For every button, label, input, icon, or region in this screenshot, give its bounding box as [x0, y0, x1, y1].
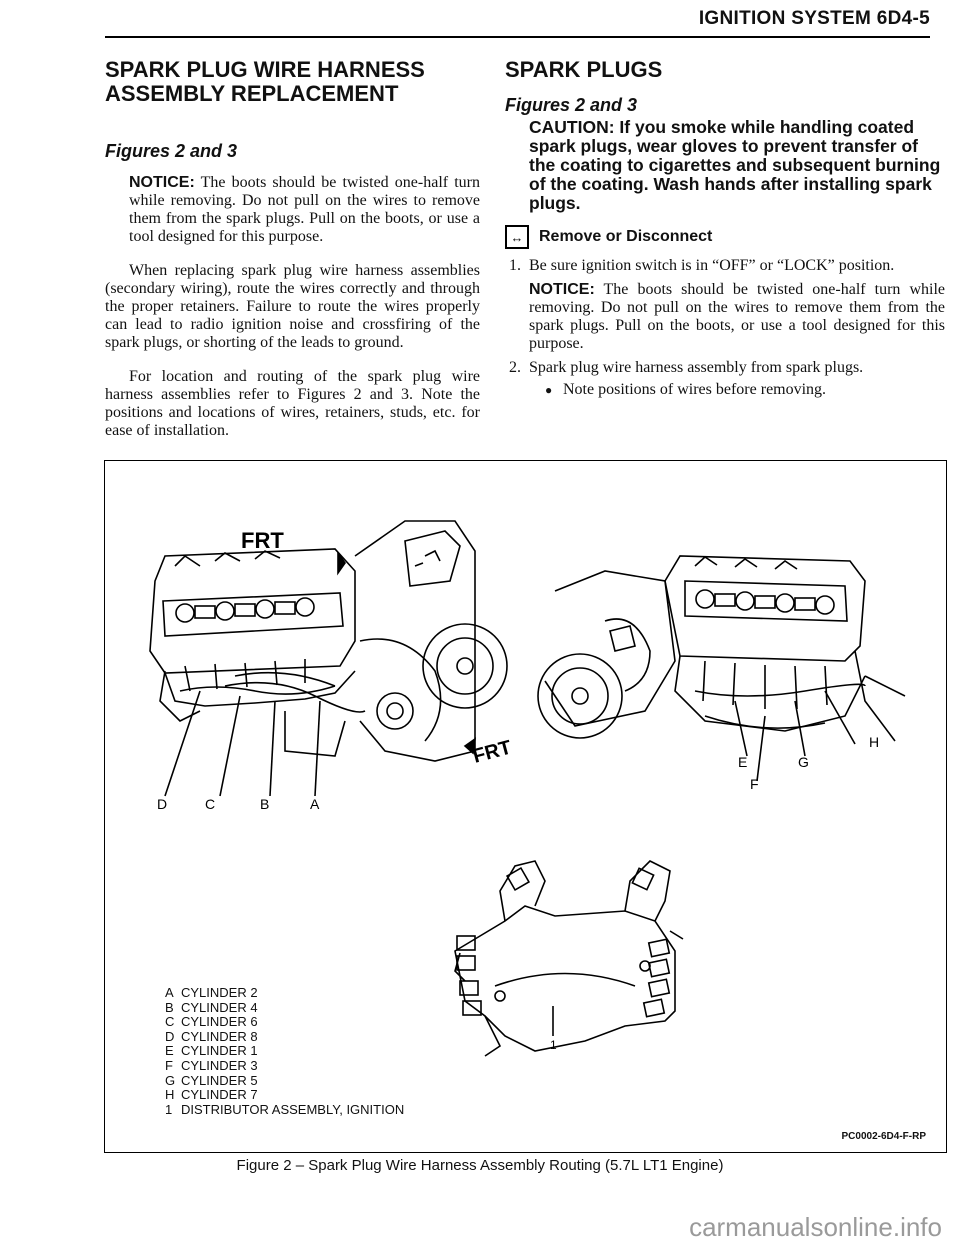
remove-disconnect-label: Remove or Disconnect — [539, 228, 713, 245]
label-h: H — [869, 734, 880, 750]
step-number: 2. — [509, 359, 521, 376]
notice-label: NOTICE: — [129, 174, 195, 191]
page-header — [105, 0, 930, 38]
label-d: D — [157, 796, 168, 812]
caution-text: CAUTION: If you smoke while handling coated spark plugs, wear gloves to prevent transfer of the coating to cigarettes and subsequent burning of the coating. Wash hands after installing spark plugs. — [529, 117, 941, 213]
step-item — [505, 257, 945, 275]
notice-text: The boots should be twisted one-half turn while removing. Do not pull on the wires to remove them from the spark plugs. Pull on the boots, or use a tool designed for this purpose. — [129, 174, 480, 245]
figure-reference: Figures 2 and 3 — [505, 95, 638, 115]
right-engine-drawing — [538, 556, 905, 741]
label-f: F — [750, 776, 759, 792]
legend-item: G CYLINDER 5 — [165, 1072, 258, 1088]
remove-disconnect-heading — [505, 225, 945, 249]
bullet-text: Note positions of wires before removing. — [563, 381, 827, 398]
distributor-drawing — [455, 861, 683, 1056]
notice-paragraph — [129, 174, 480, 246]
right-column — [505, 58, 945, 399]
notice-paragraph — [529, 281, 945, 353]
body-paragraph: When replacing spark plug wire harness assemblies (secondary wiring), route the wires correctly and through the proper retainers. Failure to route the wires properly can lead to radio ignition noise and crossfiring of the spark plugs, or shorting of the leads to ground. — [105, 262, 480, 351]
section-title: IGNITION SYSTEM 6D4-5 — [698, 8, 930, 29]
bullet-item — [505, 381, 945, 399]
figure-frame — [104, 460, 947, 1153]
remove-disconnect-icon: ↔ — [505, 225, 529, 249]
figure-reference: Figures 2 and 3 — [105, 141, 238, 161]
left-engine-drawing — [150, 521, 507, 761]
step-item — [505, 359, 945, 377]
frt-top-label: FRT — [241, 528, 284, 553]
legend-item: H CYLINDER 7 — [165, 1087, 258, 1103]
body-paragraph: For location and routing of the spark plug wire harness assemblies refer to Figures 2 and 3. Note the positions and locations of wires, retainers, studs, etc. for ease of installation. — [105, 368, 480, 439]
legend-item: E CYLINDER 1 — [165, 1043, 258, 1059]
label-distributor-1: 1 — [550, 1038, 557, 1052]
left-column — [105, 58, 480, 440]
frt-bottom-label: FRT — [470, 736, 514, 768]
label-e: E — [738, 754, 748, 770]
label-g: G — [798, 754, 809, 770]
notice-text: The boots should be twisted one-half turn while removing. Do not pull on the wires to remove them from the spark plugs. Pull on the boots, or use a tool designed for this purpose. — [529, 281, 945, 352]
section-heading-harness: SPARK PLUG WIRE HARNESS ASSEMBLY REPLACEMENT — [105, 57, 425, 106]
legend-item: F CYLINDER 3 — [165, 1057, 258, 1073]
label-c: C — [205, 796, 216, 812]
step-text: Be sure ignition switch is in “OFF” or “LOCK” position. — [529, 257, 895, 274]
figure-code: PC0002-6D4-F-RP — [841, 1131, 926, 1142]
legend-item: A CYLINDER 2 — [165, 985, 258, 1000]
legend-item: D CYLINDER 8 — [165, 1028, 258, 1044]
watermark: carmanualsonline.info — [689, 1212, 942, 1242]
legend-item: B CYLINDER 4 — [165, 999, 258, 1015]
step-text: Spark plug wire harness assembly from spark plugs. — [529, 359, 864, 376]
figure-legend — [165, 986, 404, 1117]
legend-item: 1 DISTRIBUTOR ASSEMBLY, IGNITION — [165, 1101, 405, 1117]
bullet-icon: ● — [545, 383, 553, 397]
legend-item: C CYLINDER 6 — [165, 1014, 258, 1030]
figure-caption: Figure 2 – Spark Plug Wire Harness Assembly Routing (5.7L LT1 Engine) — [236, 1157, 724, 1174]
section-heading-spark-plugs: SPARK PLUGS — [505, 57, 663, 82]
notice-label: NOTICE: — [529, 281, 595, 298]
label-b: B — [260, 796, 270, 812]
label-a: A — [310, 796, 320, 812]
step-number: 1. — [509, 257, 521, 274]
